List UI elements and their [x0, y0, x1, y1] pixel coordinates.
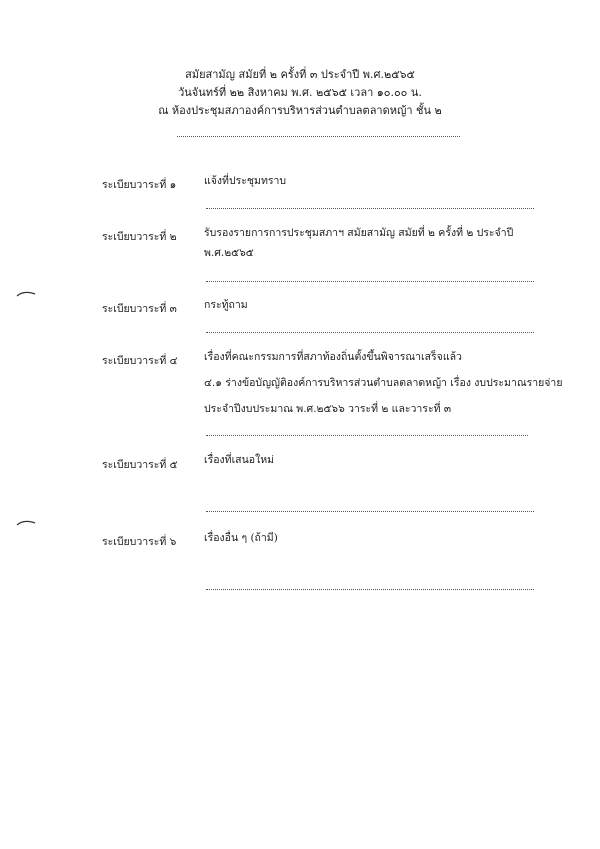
agenda-1-dotted-line	[206, 208, 534, 209]
agenda-1-title: แจ้งที่ประชุมทราบ	[204, 175, 287, 187]
agenda-5-label: ระเบียบวาระที่ ๕	[102, 459, 178, 471]
agenda-4-item-line2: ประจำปีงบประมาณ พ.ศ.๒๕๖๖ วาระที่ ๒ และวาระที่ ๓	[204, 403, 452, 415]
agenda-2-title-line1: รับรองรายการการประชุมสภาฯ สมัยสามัญ สมัยที่ ๒ ครั้งที่ ๒ ประจำปี	[204, 227, 514, 239]
agenda-4-dotted-line	[206, 435, 528, 436]
meeting-venue: ณ ห้องประชุมสภาองค์การบริหารส่วนตำบลตลาดหญ้า ชั้น ๒	[158, 104, 442, 117]
meeting-date-time: วันจันทร์ที่ ๒๒ สิงหาคม พ.ศ. ๒๕๖๕ เวลา ๑๐.๐๐ น.	[178, 86, 422, 99]
agenda-3-title: กระทู้ถาม	[204, 299, 248, 311]
agenda-4-title: เรื่องที่คณะกรรมการที่สภาท้องถิ่นตั้งขึ้นพิจารณาเสร็จแล้ว	[204, 351, 462, 363]
agenda-5-title: เรื่องที่เสนอใหม่	[204, 454, 275, 466]
meeting-session: สมัยสามัญ สมัยที่ ๒ ครั้งที่ ๓ ประจำปี พ.ศ.๒๕๖๕	[185, 68, 415, 81]
margin-mark	[16, 290, 36, 298]
agenda-2-label: ระเบียบวาระที่ ๒	[102, 231, 177, 243]
agenda-5-dotted-line	[206, 511, 534, 512]
agenda-1-label: ระเบียบวาระที่ ๑	[102, 179, 177, 191]
agenda-2-dotted-line	[206, 281, 534, 282]
agenda-3-dotted-line	[206, 332, 534, 333]
agenda-6-label: ระเบียบวาระที่ ๖	[102, 536, 177, 548]
agenda-2-title-line2: พ.ศ.๒๕๖๕	[204, 247, 254, 259]
meeting-header	[0, 66, 600, 120]
header-divider	[177, 136, 460, 137]
agenda-6-title: เรื่องอื่น ๆ (ถ้ามี)	[204, 532, 278, 544]
margin-mark	[16, 519, 36, 527]
agenda-4-item-line1: ๔.๑ ร่างข้อบัญญัติองค์การบริหารส่วนตำบลตลาดหญ้า เรื่อง งบประมาณรายจ่าย	[204, 377, 563, 389]
agenda-6-dotted-line	[206, 589, 534, 590]
agenda-3-label: ระเบียบวาระที่ ๓	[102, 303, 177, 315]
agenda-4-label: ระเบียบวาระที่ ๔	[102, 355, 178, 367]
